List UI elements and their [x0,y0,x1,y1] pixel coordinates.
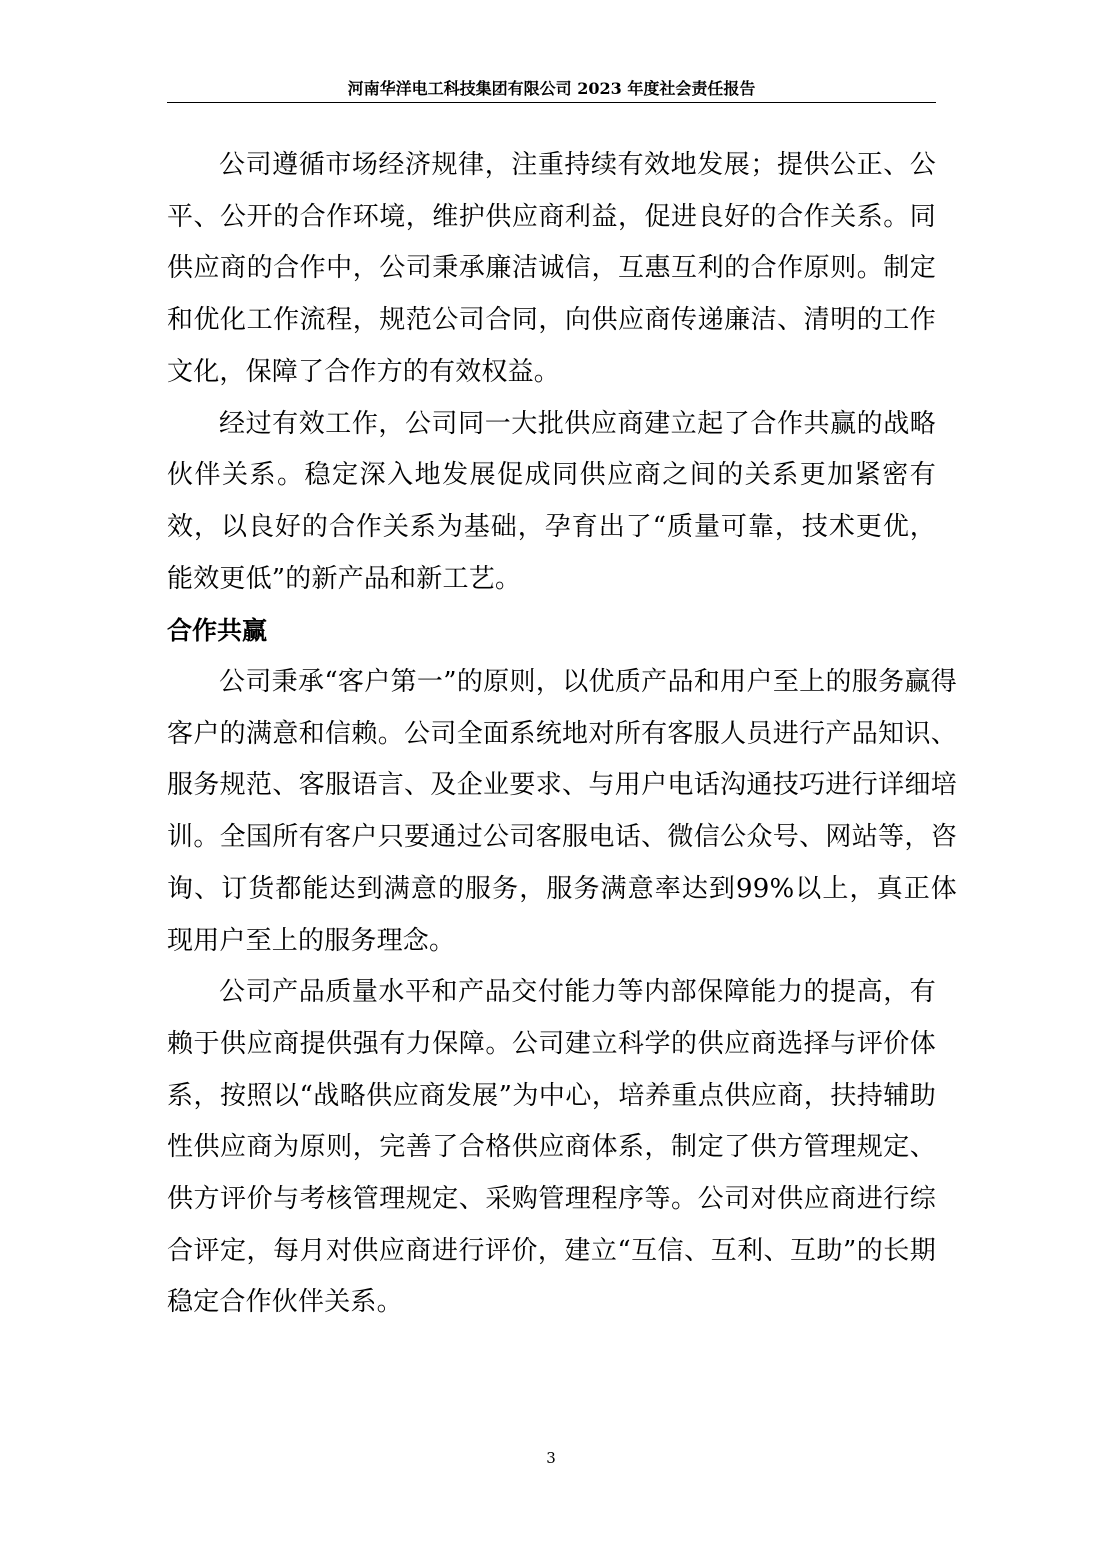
paragraph-supplier-evaluation: 公司产品质量水平和产品交付能力等内部保障能力的提高，有赖于供应商提供强有力保障。公司建立科学的供应商选择与评价体系，按照以“战略供应商发展”为中心，培养重点供应商，扶持辅助性供应商为原则，完善了合格供应商体系，制定了供方管理规定、供方评价与考核管理规定、采购管理程序等。公司对供应商进行综合评定，每月对供应商进行评价，建立“互信、互利、互助”的长期稳定合作伙伴关系。 [167,977,936,1318]
section-heading: 合作共赢 [167,616,268,646]
paragraph-customer-service: 公司秉承“客户第一”的原则，以优质产品和用户至上的服务赢得客户的满意和信赖。公司全面系统地对所有客服人员进行产品知识、服务规范、客服语言、及企业要求、与用户电话沟通技巧进行详细培训。全国所有客户只要通过公司客服电话、微信公众号、网站等，咨询、订货都能达到满意的服务，服务满意率达到99%以上，真正体现用户至上的服务理念。 [167,667,957,956]
paragraph-strategic-partnership: 经过有效工作，公司同一大批供应商建立起了合作共赢的战略伙伴关系。稳定深入地发展促成同供应商之间的关系更加紧密有效，以良好的合作关系为基础，孕育出了“质量可靠，技术更优，能效更低”的新产品和新工艺。 [167,408,936,594]
page-header-title: 河南华洋电工科技集团有限公司 2023 年度社会责任报告 [347,79,756,98]
page-number: 3 [546,1449,556,1467]
header-divider [167,102,936,103]
paragraph-supplier-principles: 公司遵循市场经济规律，注重持续有效地发展；提供公正、公平、公开的合作环境，维护供应商利益，促进良好的合作关系。同供应商的合作中，公司秉承廉洁诚信，互惠互利的合作原则。制定和优化工作流程，规范公司合同，向供应商传递廉洁、清明的工作文化，保障了合作方的有效权益。 [167,150,936,387]
document-body [167,140,957,1329]
